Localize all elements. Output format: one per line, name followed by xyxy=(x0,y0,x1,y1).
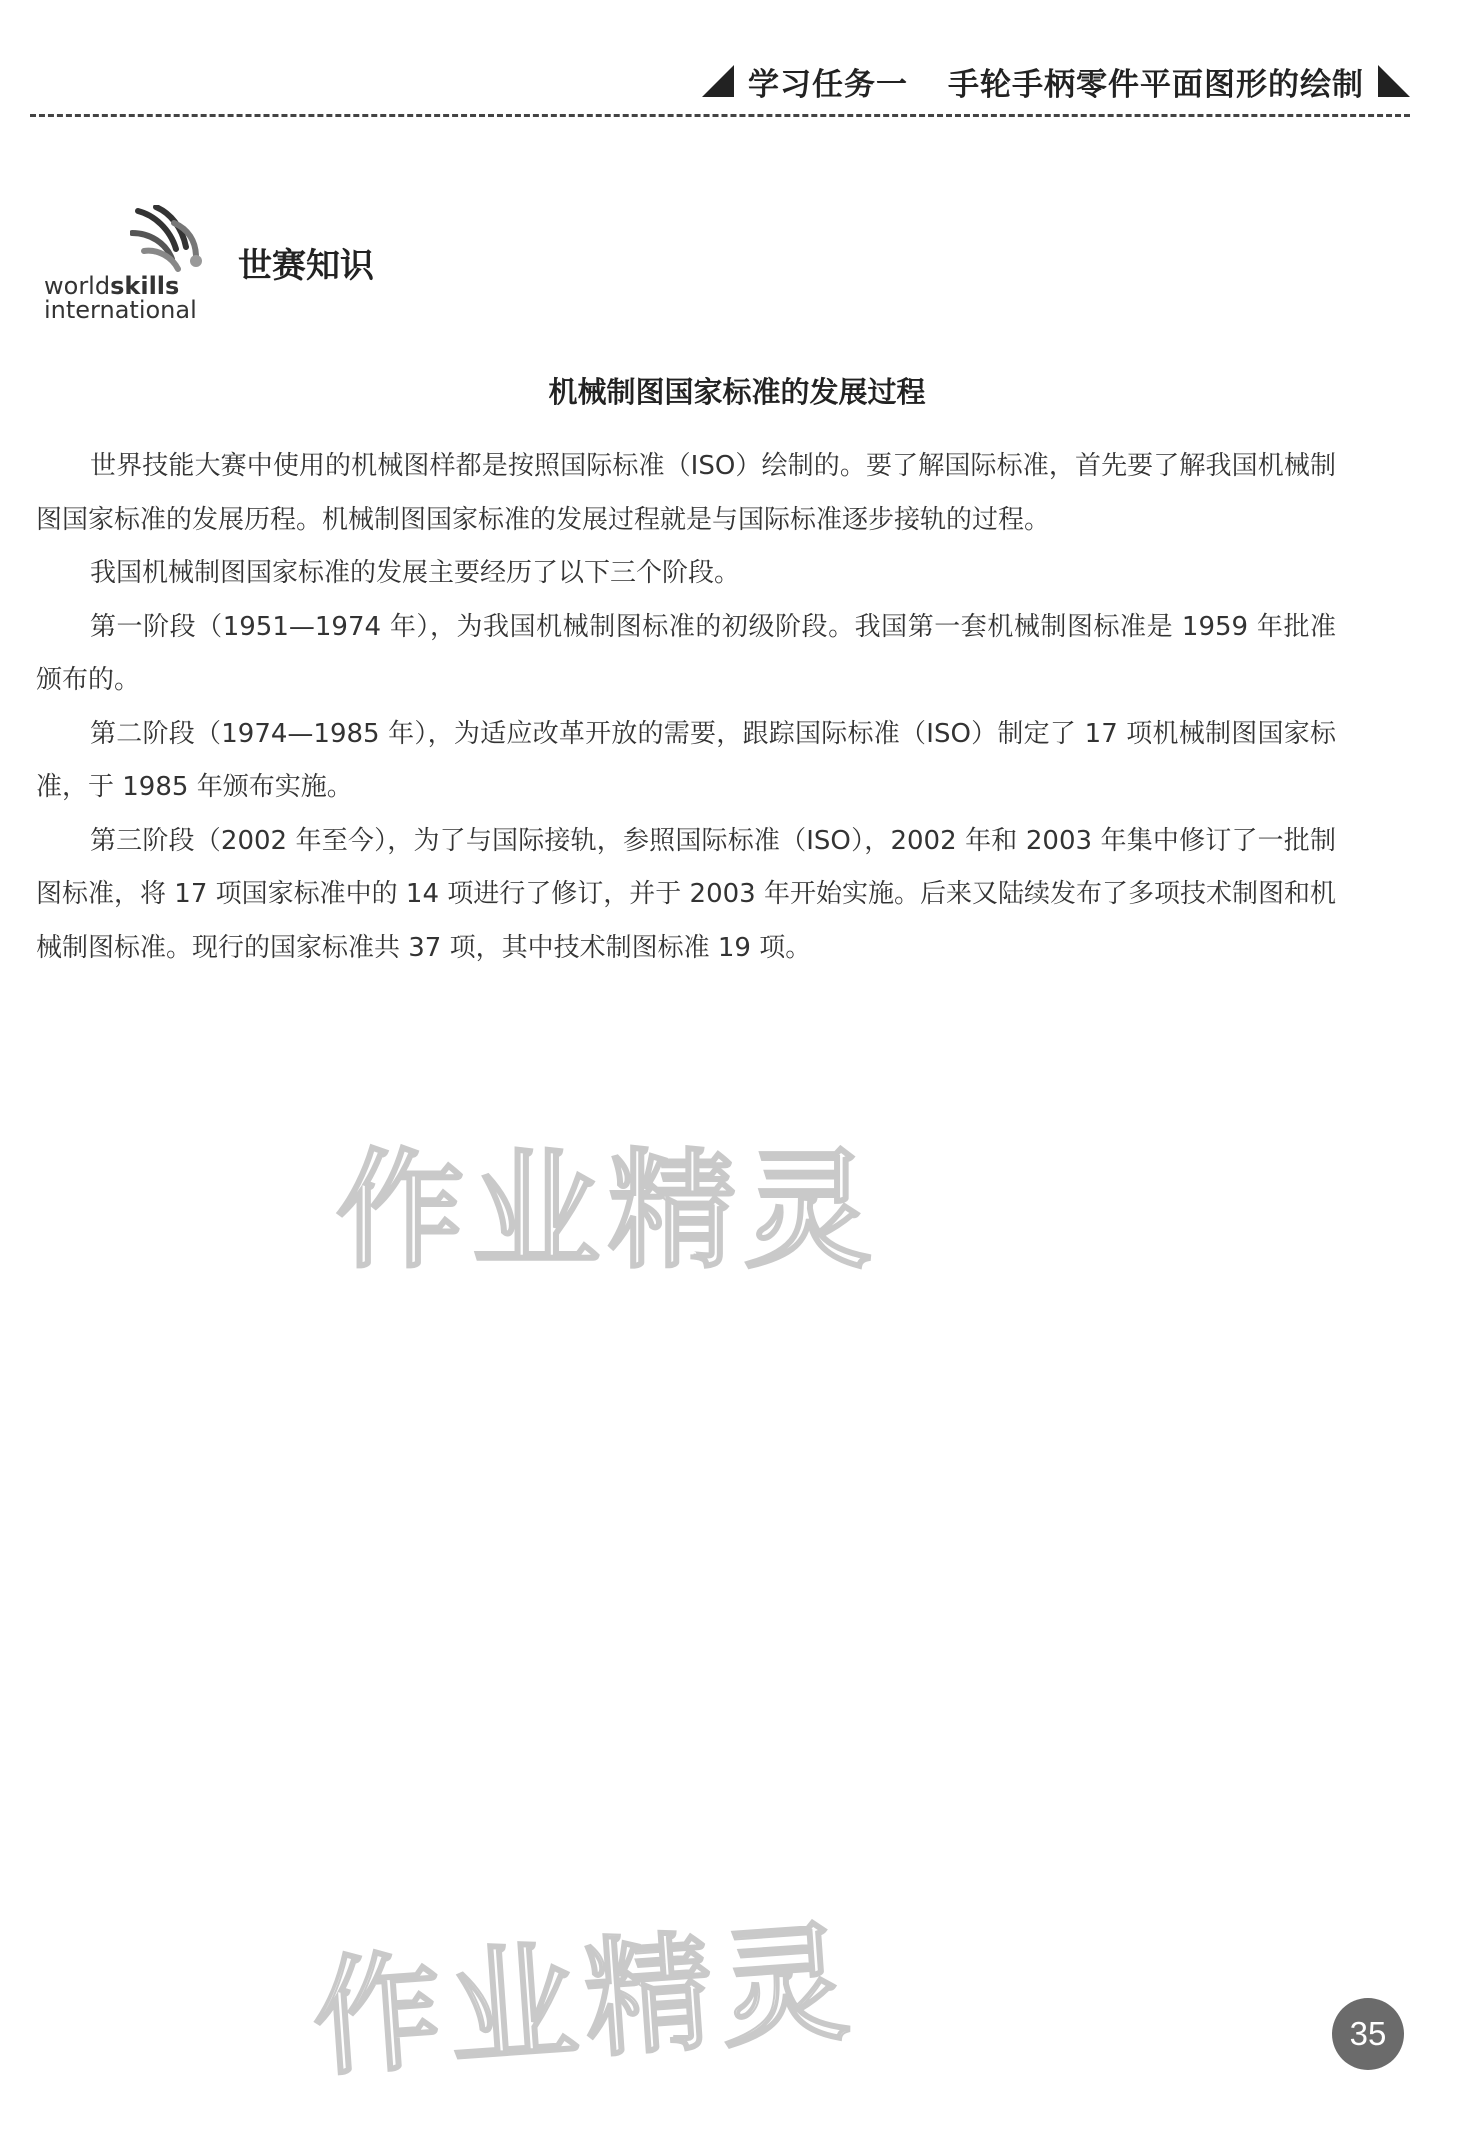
paragraph: 我国机械制图国家标准的发展主要经历了以下三个阶段。 xyxy=(90,558,741,588)
section-title: 世赛知识 xyxy=(238,246,374,286)
running-header xyxy=(620,56,1410,106)
article-body xyxy=(36,440,1336,975)
worldskills-swirl-icon xyxy=(130,205,216,275)
paragraph: 第三阶段（2002 年至今），为了与国际接轨，参照国际标准（ISO），2002 年和 2003 年集中修订了一批制图标准，将 17 项国家标准中的 14 项进行了修订，并于 2003 年开始实施。后来又陆续发布了多项技术制图和机械制图标准。现行的国家标准共 37 项，其中技术制图标准 19 项。 xyxy=(36,825,1336,963)
paragraph: 第二阶段（1974—1985 年），为适应改革开放的需要，跟踪国际标准（ISO）制定了 17 项机械制图国家标准，于 1985 年颁布实施。 xyxy=(36,718,1336,802)
logo-wordmark-line2: international xyxy=(44,296,197,324)
paragraph: 第一阶段（1951—1974 年），为我国机械制图标准的初级阶段。我国第一套机械制图标准是 1959 年批准颁布的。 xyxy=(36,611,1336,695)
chapter-title: 手轮手柄零件平面图形的绘制 xyxy=(948,66,1364,103)
triangle-right-icon xyxy=(1378,65,1410,97)
page-number-badge: 35 xyxy=(1332,1998,1404,2070)
header-divider xyxy=(30,114,1410,117)
watermark-bottom: 作业精灵 xyxy=(308,1908,862,2095)
triangle-left-icon xyxy=(702,65,734,97)
task-label: 学习任务一 xyxy=(748,66,908,103)
watermark-top: 作业精灵 xyxy=(336,1137,881,1286)
article-title: 机械制图国家标准的发展过程 xyxy=(548,375,926,409)
paragraph: 世界技能大赛中使用的机械图样都是按照国际标准（ISO）绘制的。要了解国际标准，首先要了解我国机械制图国家标准的发展历程。机械制图国家标准的发展过程就是与国际标准逐步接轨的过程。 xyxy=(36,451,1336,535)
worldskills-logo xyxy=(44,205,216,324)
logo-wordmark-line1: worldskills xyxy=(44,272,180,300)
